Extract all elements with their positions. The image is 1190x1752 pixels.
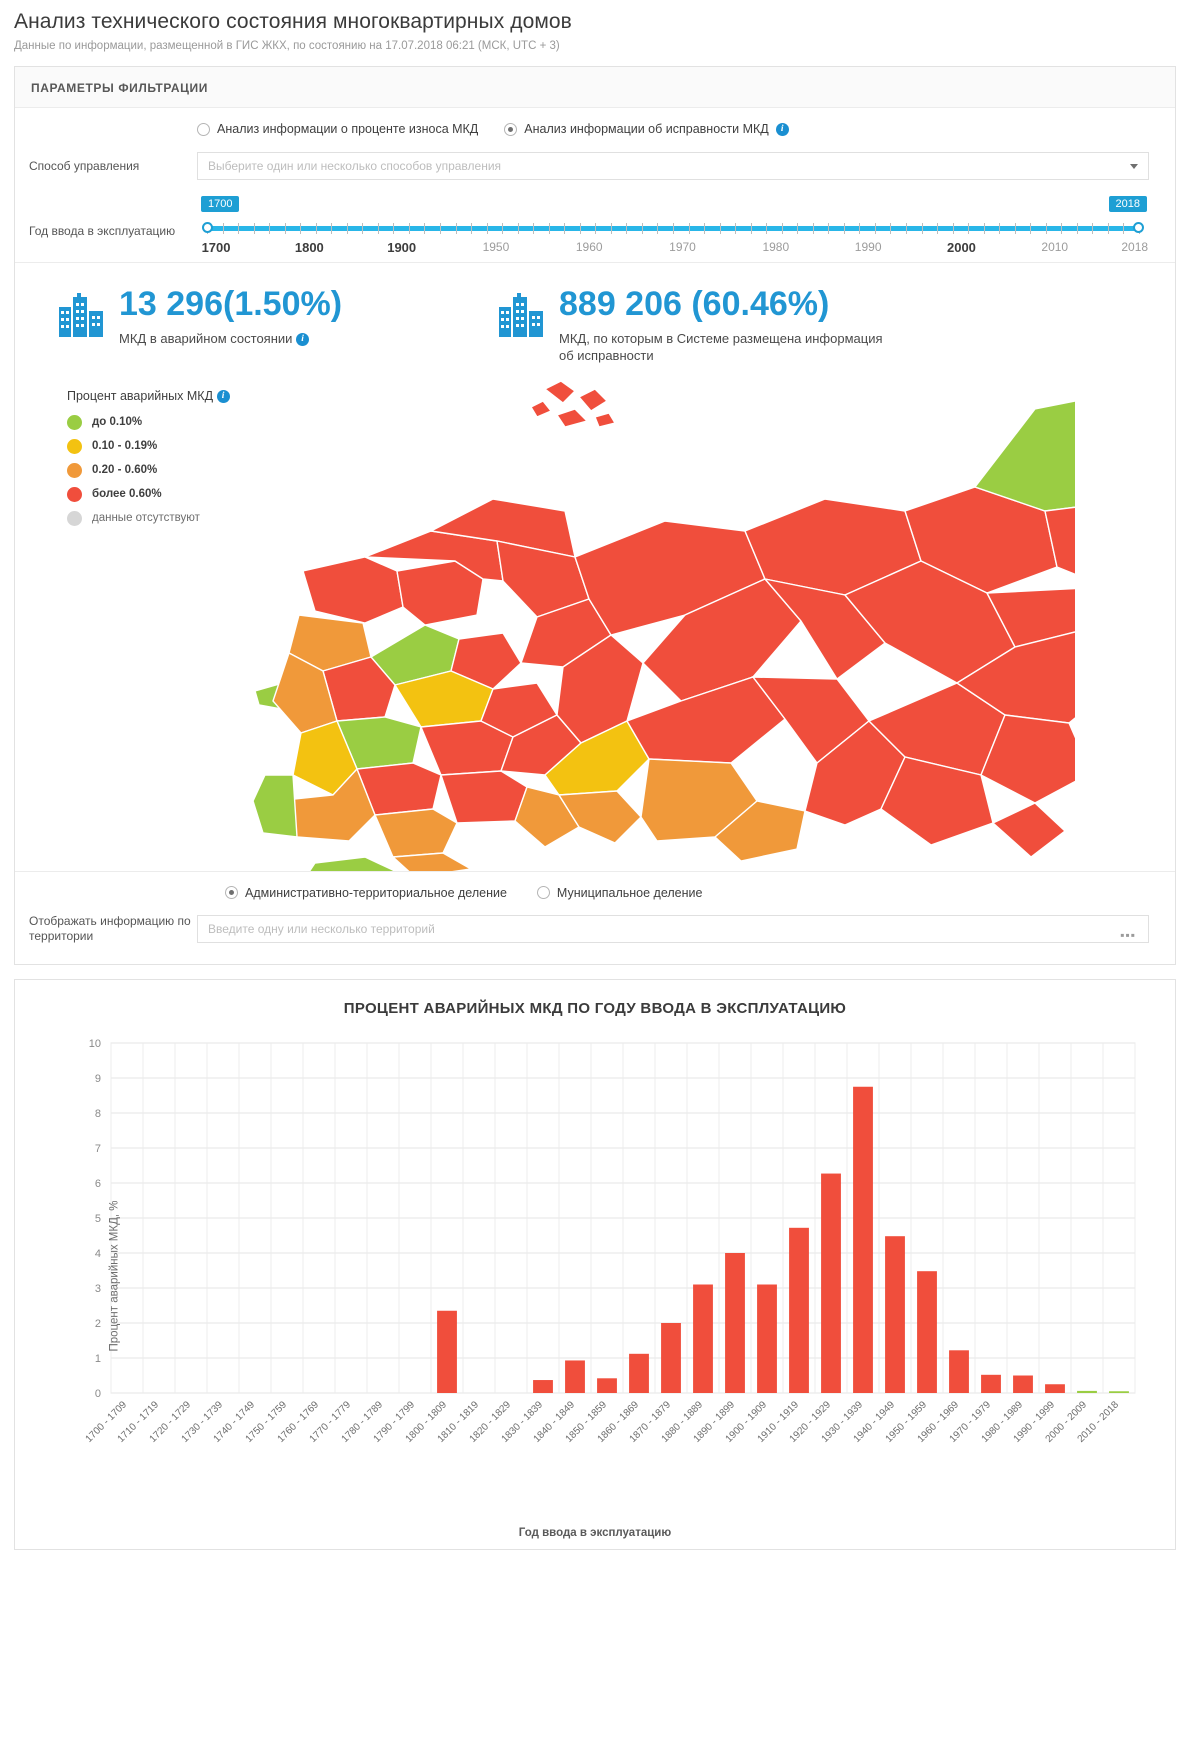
page-title: Анализ технического состояния многоквартирных домов [14, 10, 572, 33]
svg-text:3: 3 [94, 1282, 101, 1295]
management-method-placeholder: Выберите один или несколько способов управления [208, 159, 502, 173]
legend-item[interactable] [67, 487, 230, 502]
buildings-icon [59, 293, 105, 342]
svg-text:1700 - 1709: 1700 - 1709 [83, 1399, 130, 1445]
year-slider-row [15, 186, 1175, 262]
kpi-emergency-value [119, 287, 342, 323]
legend-label-2: 0.20 - 0.60% [92, 464, 158, 477]
slider-max-bubble: 2018 [1109, 196, 1147, 212]
russia-choropleth-map[interactable] [245, 371, 1075, 871]
legend-title-row [67, 389, 230, 403]
radio-municipal-icon[interactable] [537, 886, 550, 899]
svg-text:9: 9 [94, 1072, 101, 1085]
legend-swatch-green [67, 415, 82, 430]
legend-item[interactable] [67, 439, 230, 454]
slider-label-6: 1980 [762, 240, 790, 254]
legend-item[interactable] [67, 463, 230, 478]
year-range-slider[interactable] [197, 196, 1149, 258]
svg-text:1730 - 1739: 1730 - 1739 [179, 1399, 226, 1445]
kpi-emergency-number: 13 296 [119, 285, 223, 323]
chevron-down-icon[interactable] [1130, 164, 1138, 169]
slider-label-5: 1970 [669, 240, 696, 254]
svg-text:2010 - 2018: 2010 - 2018 [1075, 1399, 1122, 1445]
svg-text:1880 - 1889: 1880 - 1889 [659, 1399, 706, 1445]
management-method-select[interactable] [197, 152, 1149, 180]
territory-division-radio-group [15, 872, 1175, 908]
slider-handle-min[interactable] [202, 222, 213, 233]
svg-text:1830 - 1839: 1830 - 1839 [499, 1399, 546, 1445]
slider-handle-max[interactable] [1133, 222, 1144, 233]
kpi-serviceability-percent: (60.46%) [691, 285, 830, 323]
svg-text:4: 4 [94, 1247, 101, 1260]
radio-serviceability-icon[interactable] [504, 123, 517, 136]
legend-label-0: до 0.10% [92, 416, 143, 429]
svg-text:1: 1 [94, 1352, 101, 1365]
radio-serviceability-label: Анализ информации об исправности МКД [524, 122, 769, 136]
kpi-emergency-percent: (1.50%) [223, 285, 343, 323]
svg-text:1930 - 1939: 1930 - 1939 [819, 1399, 866, 1445]
filter-panel-title: ПАРАМЕТРЫ ФИЛЬТРАЦИИ [15, 67, 1175, 108]
svg-text:2: 2 [94, 1317, 101, 1330]
svg-text:1750 - 1759: 1750 - 1759 [243, 1399, 290, 1445]
svg-text:1790 - 1799: 1790 - 1799 [371, 1399, 418, 1445]
svg-text:1910 - 1919: 1910 - 1919 [755, 1399, 802, 1445]
radio-option-admin-division[interactable] [225, 886, 507, 900]
radio-option-wear[interactable] [197, 122, 478, 136]
slider-label-4: 1960 [575, 240, 603, 254]
slider-tick-labels [197, 240, 1149, 258]
svg-text:1710 - 1719: 1710 - 1719 [115, 1399, 162, 1445]
kpi-emergency-caption-text: МКД в аварийном состоянии [119, 330, 293, 346]
svg-text:5: 5 [94, 1212, 101, 1225]
kpi-emergency-caption [119, 330, 342, 348]
legend-item[interactable] [67, 415, 230, 430]
slider-label-8: 2000 [946, 240, 976, 255]
kpi-row [15, 287, 1175, 365]
kpi-serviceability-caption: МКД, по которым в Системе размещена информация об исправности [559, 330, 883, 364]
slider-label-7: 1990 [854, 240, 882, 254]
buildings-icon [499, 293, 545, 342]
svg-text:1940 - 1949: 1940 - 1949 [851, 1399, 898, 1445]
chart-area [33, 1031, 1157, 1521]
year-slider-label: Год ввода в эксплуатацию [29, 224, 176, 238]
svg-text:1770 - 1779: 1770 - 1779 [307, 1399, 354, 1445]
chart-title: ПРОЦЕНТ АВАРИЙНЫХ МКД ПО ГОДУ ВВОДА В ЭКСПЛУАТАЦИЮ [343, 999, 847, 1017]
svg-text:7: 7 [94, 1142, 101, 1155]
slider-label-9: 2010 [1041, 240, 1069, 254]
legend-label-4: данные отсутствуют [92, 512, 200, 525]
svg-text:1720 - 1729: 1720 - 1729 [147, 1399, 194, 1445]
territory-label: Отображать информацию по территории [29, 913, 191, 943]
svg-text:1950 - 1959: 1950 - 1959 [883, 1399, 930, 1445]
svg-text:1850 - 1859: 1850 - 1859 [563, 1399, 610, 1445]
chart-panel [14, 979, 1176, 1550]
svg-text:1990 - 1999: 1990 - 1999 [1011, 1399, 1058, 1445]
management-method-label: Способ управления [29, 158, 140, 173]
radio-municipal-label: Муниципальное деление [556, 885, 703, 900]
radio-admin-icon[interactable] [225, 886, 238, 899]
legend-swatch-yellow [67, 439, 82, 454]
more-options-icon[interactable]: ▪▪▪ [1120, 927, 1136, 942]
svg-text:1820 - 1829: 1820 - 1829 [467, 1399, 514, 1445]
slider-label-0: 1700 [201, 240, 231, 255]
kpi-section [15, 262, 1175, 371]
svg-text:1740 - 1749: 1740 - 1749 [211, 1399, 258, 1445]
svg-text:2000 - 2009: 2000 - 2009 [1043, 1399, 1090, 1445]
territory-placeholder: Введите одну или несколько территорий [208, 921, 435, 936]
svg-text:8: 8 [94, 1107, 101, 1120]
territory-block [15, 871, 1175, 964]
legend-item[interactable] [67, 511, 230, 526]
svg-text:1840 - 1849: 1840 - 1849 [531, 1399, 578, 1445]
legend-swatch-red [67, 487, 82, 502]
svg-text:6: 6 [94, 1177, 101, 1190]
legend-label-3: более 0.60% [92, 488, 162, 501]
analysis-mode-radio-group [15, 108, 1175, 146]
territory-input[interactable] [197, 915, 1149, 943]
radio-option-serviceability[interactable] [504, 122, 788, 136]
svg-text:1780 - 1789: 1780 - 1789 [339, 1399, 386, 1445]
svg-text:1860 - 1869: 1860 - 1869 [595, 1399, 642, 1445]
map-legend [67, 389, 230, 535]
info-icon[interactable]: i [217, 390, 230, 403]
legend-swatch-orange [67, 463, 82, 478]
svg-text:1760 - 1769: 1760 - 1769 [275, 1399, 322, 1445]
svg-text:1920 - 1929: 1920 - 1929 [787, 1399, 834, 1445]
svg-text:10: 10 [88, 1037, 101, 1050]
bar-chart[interactable] [33, 1031, 1153, 1501]
kpi-serviceability-number: 889 206 [559, 285, 682, 323]
kpi-serviceability-value [559, 287, 889, 323]
legend-label-1: 0.10 - 0.19% [92, 440, 158, 453]
svg-text:0: 0 [94, 1387, 101, 1400]
page-header [0, 0, 1190, 58]
filter-panel [14, 66, 1176, 965]
info-icon[interactable]: i [776, 123, 789, 136]
svg-text:1870 - 1879: 1870 - 1879 [627, 1399, 674, 1445]
info-icon[interactable]: i [296, 333, 309, 346]
territory-input-row [15, 908, 1175, 950]
slider-min-bubble: 1700 [201, 196, 239, 212]
radio-wear-label: Анализ информации о проценте износа МКД [217, 122, 479, 136]
slider-label-2: 1900 [387, 240, 417, 255]
page-subtitle: Данные по информации, размещенной в ГИС ЖКХ, по состоянию на 17.07.2018 06:21 (МСК, UTC + 3) [14, 40, 560, 52]
management-method-row [15, 146, 1175, 186]
slider-label-10: 2018 [1121, 240, 1149, 254]
kpi-emergency [59, 287, 499, 365]
slider-label-3: 1950 [482, 240, 510, 254]
svg-text:1800 - 1809: 1800 - 1809 [403, 1399, 450, 1445]
legend-swatch-gray [67, 511, 82, 526]
kpi-serviceability [499, 287, 889, 365]
svg-text:1810 - 1819: 1810 - 1819 [435, 1399, 482, 1445]
radio-option-municipal-division[interactable] [537, 886, 703, 900]
svg-text:1890 - 1899: 1890 - 1899 [691, 1399, 738, 1445]
radio-admin-label: Административно-территориальное деление [245, 885, 507, 900]
filter-panel-body [15, 108, 1175, 964]
chart-y-axis-label: Процент аварийных МКД, % [108, 1200, 121, 1352]
svg-text:1960 - 1969: 1960 - 1969 [915, 1399, 962, 1445]
radio-wear-icon[interactable] [197, 123, 210, 136]
svg-text:1970 - 1979: 1970 - 1979 [947, 1399, 994, 1445]
slider-label-1: 1800 [294, 240, 324, 255]
legend-title: Процент аварийных МКД [67, 388, 214, 403]
slider-ticks [207, 223, 1139, 234]
svg-text:1980 - 1989: 1980 - 1989 [979, 1399, 1026, 1445]
chart-x-axis-label: Год ввода в эксплуатацию [518, 1526, 672, 1539]
svg-text:1900 - 1909: 1900 - 1909 [723, 1399, 770, 1445]
map-area [15, 371, 1175, 871]
